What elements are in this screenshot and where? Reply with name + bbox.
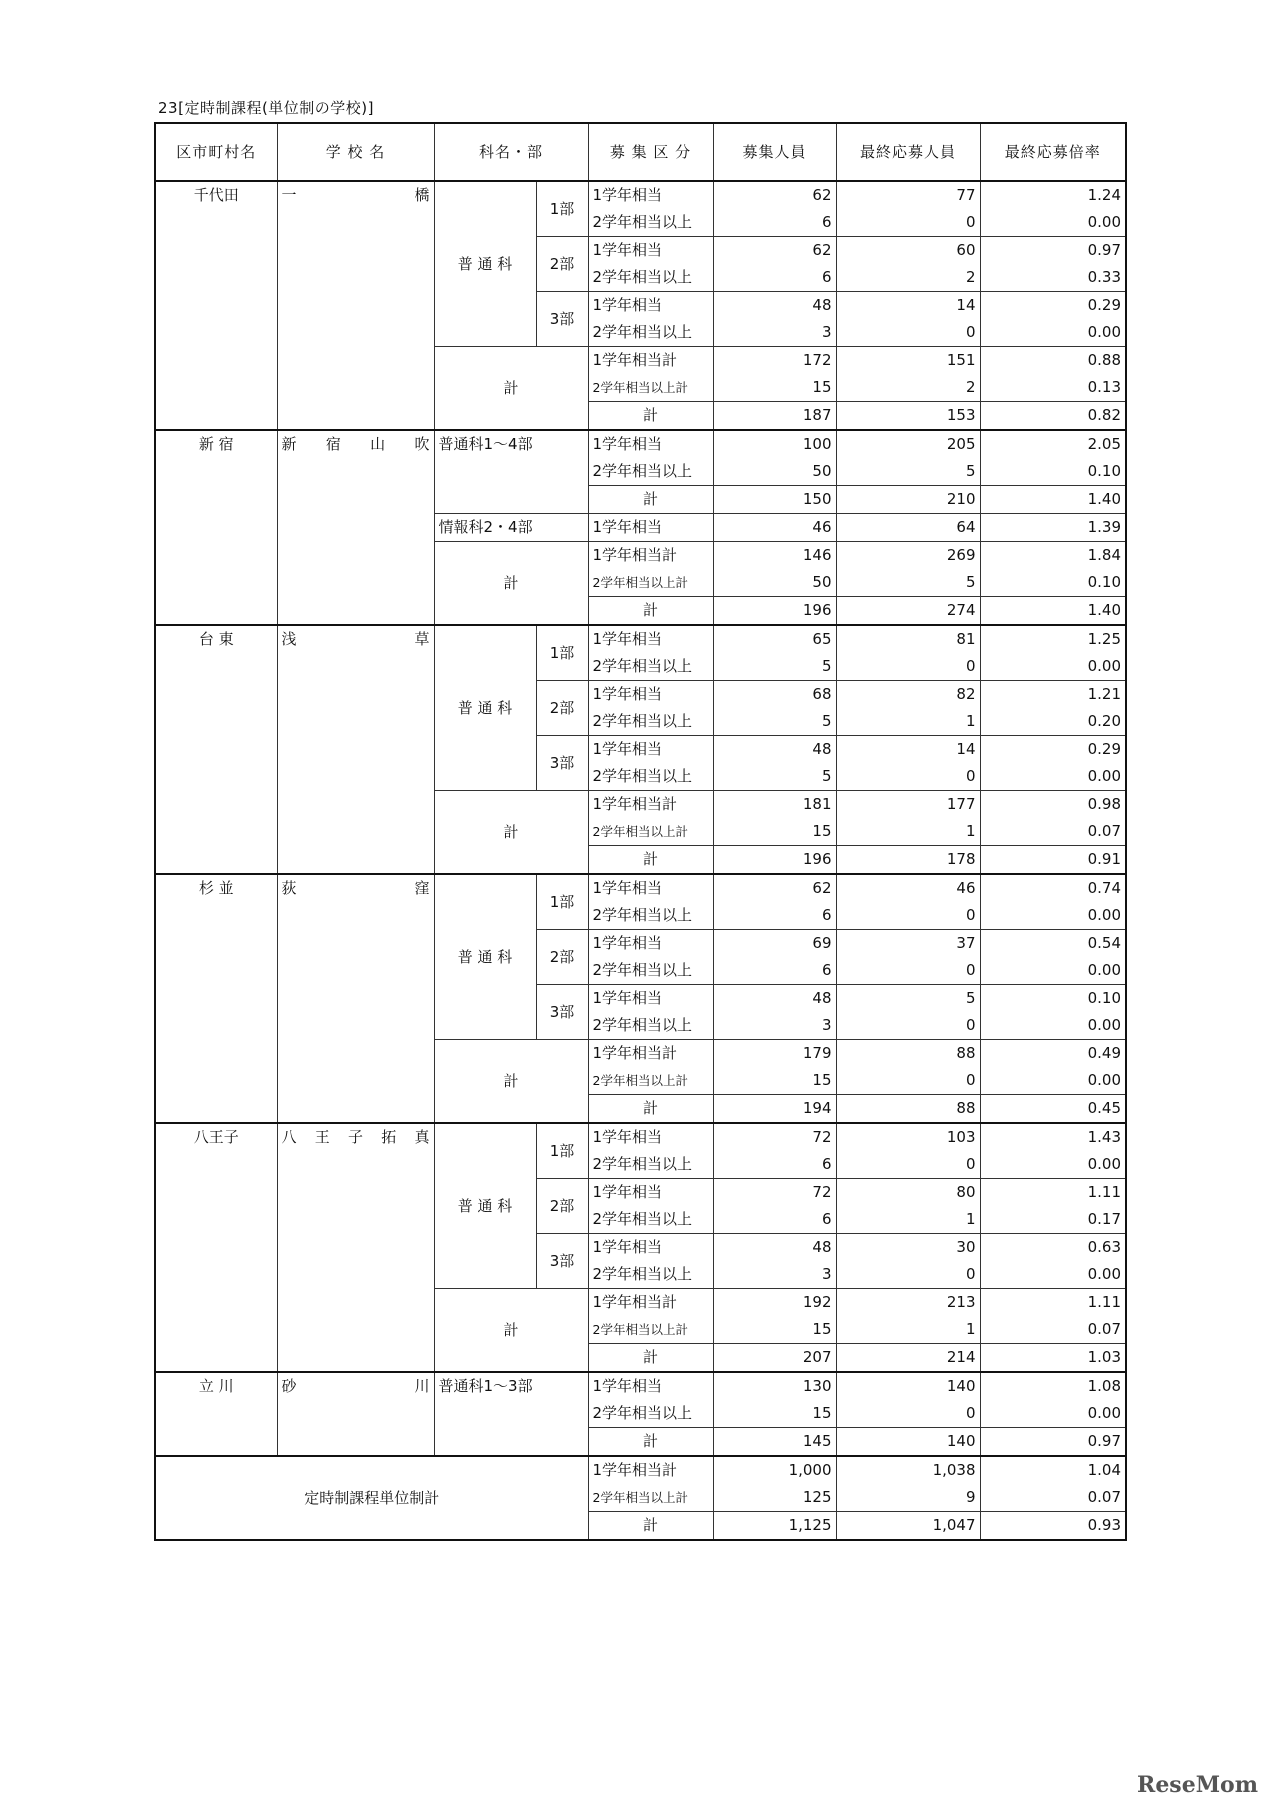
ratio-cell: 1.84 bbox=[980, 542, 1126, 570]
quota-cell: 6 bbox=[713, 902, 836, 930]
category-cell: 1学年相当計 bbox=[588, 1040, 713, 1068]
category-cell: 2学年相当以上計 bbox=[588, 1316, 713, 1344]
school-name-cell bbox=[277, 181, 434, 430]
document-title: 23[定時制課程(単位制の学校)] bbox=[158, 99, 374, 117]
quota-cell: 5 bbox=[713, 708, 836, 736]
dept-cell: 1部 bbox=[536, 874, 588, 930]
category-cell: 2学年相当以上 bbox=[588, 209, 713, 237]
dept-cell: 3部 bbox=[536, 292, 588, 347]
category-cell: 2学年相当以上 bbox=[588, 957, 713, 985]
quota-cell: 6 bbox=[713, 264, 836, 292]
applicants-cell: 0 bbox=[836, 1151, 980, 1179]
table-row bbox=[155, 430, 1126, 458]
applicants-cell: 60 bbox=[836, 237, 980, 265]
applicants-cell: 82 bbox=[836, 681, 980, 709]
applicants-cell: 0 bbox=[836, 319, 980, 347]
course-name-cell: 普 通 科 bbox=[434, 181, 536, 347]
quota-cell: 15 bbox=[713, 1400, 836, 1428]
ratio-cell: 0.45 bbox=[980, 1095, 1126, 1124]
dept-cell: 3部 bbox=[536, 736, 588, 791]
dept-cell: 2部 bbox=[536, 930, 588, 985]
ward-name-cell: 千代田 bbox=[155, 181, 277, 430]
ratio-cell: 0.10 bbox=[980, 985, 1126, 1013]
header-applicants: 最終応募人員 bbox=[836, 123, 980, 181]
category-cell: 2学年相当以上 bbox=[588, 264, 713, 292]
course-name-cell: 普通科1～4部 bbox=[434, 430, 588, 514]
category-cell: 1学年相当 bbox=[588, 1123, 713, 1151]
school-name bbox=[282, 875, 430, 902]
school-name-cell bbox=[277, 1372, 434, 1456]
subtotal-label-cell: 計 bbox=[434, 791, 588, 875]
school-name-char: 真 bbox=[414, 1128, 430, 1146]
category-cell: 2学年相当以上計 bbox=[588, 1484, 713, 1512]
ratio-cell: 0.00 bbox=[980, 1400, 1126, 1428]
ratio-cell: 0.29 bbox=[980, 292, 1126, 320]
school-name-char: 宿 bbox=[325, 435, 341, 453]
course-name-cell: 普 通 科 bbox=[434, 874, 536, 1040]
ward-name-cell: 八王子 bbox=[155, 1123, 277, 1372]
school-name bbox=[282, 431, 430, 458]
applicants-cell: 274 bbox=[836, 597, 980, 626]
ratio-cell: 0.00 bbox=[980, 1151, 1126, 1179]
applicants-cell: 153 bbox=[836, 402, 980, 431]
category-cell: 1学年相当 bbox=[588, 930, 713, 958]
category-cell: 1学年相当 bbox=[588, 681, 713, 709]
quota-cell: 146 bbox=[713, 542, 836, 570]
school-name-cell bbox=[277, 430, 434, 625]
dept-cell: 1部 bbox=[536, 1123, 588, 1179]
category-cell: 1学年相当計 bbox=[588, 347, 713, 375]
category-cell: 1学年相当 bbox=[588, 1179, 713, 1207]
quota-cell: 5 bbox=[713, 653, 836, 681]
ratio-cell: 1.40 bbox=[980, 597, 1126, 626]
quota-cell: 192 bbox=[713, 1289, 836, 1317]
table-row bbox=[155, 181, 1126, 209]
quota-cell: 15 bbox=[713, 1316, 836, 1344]
ratio-cell: 0.00 bbox=[980, 653, 1126, 681]
header-ratio: 最終応募倍率 bbox=[980, 123, 1126, 181]
category-cell: 2学年相当以上 bbox=[588, 1151, 713, 1179]
dept-cell: 2部 bbox=[536, 1179, 588, 1234]
quota-cell: 125 bbox=[713, 1484, 836, 1512]
applicants-cell: 5 bbox=[836, 458, 980, 486]
header-quota: 募集人員 bbox=[713, 123, 836, 181]
ratio-cell: 0.29 bbox=[980, 736, 1126, 764]
quota-cell: 62 bbox=[713, 181, 836, 209]
quota-cell: 69 bbox=[713, 930, 836, 958]
ratio-cell: 0.97 bbox=[980, 237, 1126, 265]
ratio-cell: 0.00 bbox=[980, 763, 1126, 791]
table-row bbox=[155, 1372, 1126, 1400]
quota-cell: 1,000 bbox=[713, 1456, 836, 1484]
ratio-cell: 0.91 bbox=[980, 846, 1126, 875]
applicants-cell: 269 bbox=[836, 542, 980, 570]
quota-cell: 172 bbox=[713, 347, 836, 375]
quota-cell: 3 bbox=[713, 1261, 836, 1289]
school-name-char: 砂 bbox=[281, 1377, 297, 1395]
quota-cell: 3 bbox=[713, 319, 836, 347]
ratio-cell: 0.07 bbox=[980, 1484, 1126, 1512]
applicants-cell: 210 bbox=[836, 486, 980, 514]
ward-name-cell: 台 東 bbox=[155, 625, 277, 874]
quota-cell: 194 bbox=[713, 1095, 836, 1124]
category-cell: 1学年相当 bbox=[588, 625, 713, 653]
category-cell: 計 bbox=[588, 402, 713, 431]
ratio-cell: 0.33 bbox=[980, 264, 1126, 292]
school-name-char: 吹 bbox=[414, 435, 430, 453]
ratio-cell: 0.00 bbox=[980, 1012, 1126, 1040]
dept-cell: 3部 bbox=[536, 985, 588, 1040]
dept-cell: 2部 bbox=[536, 237, 588, 292]
applicants-cell: 0 bbox=[836, 1400, 980, 1428]
school-name-char: 八 bbox=[281, 1128, 297, 1146]
category-cell: 1学年相当 bbox=[588, 736, 713, 764]
quota-cell: 15 bbox=[713, 1067, 836, 1095]
ratio-cell: 0.97 bbox=[980, 1428, 1126, 1457]
quota-cell: 46 bbox=[713, 514, 836, 542]
ratio-cell: 0.07 bbox=[980, 818, 1126, 846]
category-cell: 2学年相当以上 bbox=[588, 1261, 713, 1289]
category-cell: 2学年相当以上 bbox=[588, 1206, 713, 1234]
applicants-cell: 1,038 bbox=[836, 1456, 980, 1484]
category-cell: 2学年相当以上計 bbox=[588, 569, 713, 597]
category-cell: 計 bbox=[588, 597, 713, 626]
school-name-char: 拓 bbox=[381, 1128, 397, 1146]
header-row bbox=[155, 123, 1126, 181]
category-cell: 計 bbox=[588, 1095, 713, 1124]
ratio-cell: 1.08 bbox=[980, 1372, 1126, 1400]
applicants-cell: 1 bbox=[836, 1206, 980, 1234]
course-name-cell: 情報科2・4部 bbox=[434, 514, 588, 542]
ratio-cell: 1.11 bbox=[980, 1289, 1126, 1317]
subtotal-label-cell: 計 bbox=[434, 1289, 588, 1373]
applicants-cell: 1 bbox=[836, 708, 980, 736]
category-cell: 2学年相当以上計 bbox=[588, 374, 713, 402]
ratio-cell: 1.43 bbox=[980, 1123, 1126, 1151]
header-ward: 区市町村名 bbox=[155, 123, 277, 181]
quota-cell: 145 bbox=[713, 1428, 836, 1457]
category-cell: 計 bbox=[588, 1428, 713, 1457]
quota-cell: 48 bbox=[713, 1234, 836, 1262]
applicants-cell: 5 bbox=[836, 569, 980, 597]
school-name-cell bbox=[277, 874, 434, 1123]
ward-name-cell: 杉 並 bbox=[155, 874, 277, 1123]
category-cell: 2学年相当以上計 bbox=[588, 1067, 713, 1095]
enrollment-table bbox=[154, 122, 1127, 1541]
school-name-char: 子 bbox=[347, 1128, 363, 1146]
ratio-cell: 0.13 bbox=[980, 374, 1126, 402]
ratio-cell: 1.24 bbox=[980, 181, 1126, 209]
school-name-char: 浅 bbox=[281, 630, 297, 648]
applicants-cell: 140 bbox=[836, 1372, 980, 1400]
quota-cell: 65 bbox=[713, 625, 836, 653]
applicants-cell: 1,047 bbox=[836, 1512, 980, 1541]
school-name-char: 王 bbox=[314, 1128, 330, 1146]
quota-cell: 150 bbox=[713, 486, 836, 514]
ratio-cell: 1.11 bbox=[980, 1179, 1126, 1207]
ratio-cell: 1.39 bbox=[980, 514, 1126, 542]
applicants-cell: 0 bbox=[836, 1067, 980, 1095]
ratio-cell: 1.40 bbox=[980, 486, 1126, 514]
quota-cell: 15 bbox=[713, 374, 836, 402]
ratio-cell: 0.00 bbox=[980, 902, 1126, 930]
quota-cell: 48 bbox=[713, 292, 836, 320]
quota-cell: 15 bbox=[713, 818, 836, 846]
applicants-cell: 0 bbox=[836, 1261, 980, 1289]
category-cell: 1学年相当計 bbox=[588, 1289, 713, 1317]
quota-cell: 6 bbox=[713, 1206, 836, 1234]
ratio-cell: 0.88 bbox=[980, 347, 1126, 375]
course-name-cell: 普 通 科 bbox=[434, 1123, 536, 1289]
applicants-cell: 5 bbox=[836, 985, 980, 1013]
school-name-cell bbox=[277, 625, 434, 874]
applicants-cell: 14 bbox=[836, 736, 980, 764]
category-cell: 2学年相当以上 bbox=[588, 763, 713, 791]
category-cell: 1学年相当 bbox=[588, 292, 713, 320]
quota-cell: 196 bbox=[713, 597, 836, 626]
ratio-cell: 0.00 bbox=[980, 1261, 1126, 1289]
applicants-cell: 0 bbox=[836, 1012, 980, 1040]
quota-cell: 5 bbox=[713, 763, 836, 791]
category-cell: 2学年相当以上 bbox=[588, 319, 713, 347]
quota-cell: 179 bbox=[713, 1040, 836, 1068]
applicants-cell: 77 bbox=[836, 181, 980, 209]
dept-cell: 1部 bbox=[536, 625, 588, 681]
applicants-cell: 213 bbox=[836, 1289, 980, 1317]
ratio-cell: 0.00 bbox=[980, 1067, 1126, 1095]
category-cell: 計 bbox=[588, 1512, 713, 1541]
applicants-cell: 103 bbox=[836, 1123, 980, 1151]
ratio-cell: 0.00 bbox=[980, 209, 1126, 237]
ratio-cell: 0.00 bbox=[980, 957, 1126, 985]
school-name-cell bbox=[277, 1123, 434, 1372]
category-cell: 1学年相当 bbox=[588, 985, 713, 1013]
ward-name-cell: 立 川 bbox=[155, 1372, 277, 1456]
ratio-cell: 1.21 bbox=[980, 681, 1126, 709]
category-cell: 計 bbox=[588, 846, 713, 875]
ratio-cell: 0.07 bbox=[980, 1316, 1126, 1344]
school-name-char: 一 bbox=[281, 186, 297, 204]
grand-total-label-cell: 定時制課程単位制計 bbox=[155, 1456, 588, 1540]
applicants-cell: 0 bbox=[836, 957, 980, 985]
ratio-cell: 0.00 bbox=[980, 319, 1126, 347]
ratio-cell: 0.74 bbox=[980, 874, 1126, 902]
quota-cell: 196 bbox=[713, 846, 836, 875]
category-cell: 1学年相当 bbox=[588, 1234, 713, 1262]
quota-cell: 48 bbox=[713, 985, 836, 1013]
category-cell: 1学年相当 bbox=[588, 237, 713, 265]
ratio-cell: 0.20 bbox=[980, 708, 1126, 736]
quota-cell: 181 bbox=[713, 791, 836, 819]
category-cell: 1学年相当 bbox=[588, 1372, 713, 1400]
applicants-cell: 81 bbox=[836, 625, 980, 653]
quota-cell: 207 bbox=[713, 1344, 836, 1373]
applicants-cell: 0 bbox=[836, 209, 980, 237]
quota-cell: 6 bbox=[713, 957, 836, 985]
category-cell: 計 bbox=[588, 1344, 713, 1373]
applicants-cell: 177 bbox=[836, 791, 980, 819]
applicants-cell: 64 bbox=[836, 514, 980, 542]
quota-cell: 50 bbox=[713, 569, 836, 597]
applicants-cell: 46 bbox=[836, 874, 980, 902]
ratio-cell: 0.93 bbox=[980, 1512, 1126, 1541]
applicants-cell: 9 bbox=[836, 1484, 980, 1512]
quota-cell: 62 bbox=[713, 874, 836, 902]
school-name-char: 橋 bbox=[414, 186, 430, 204]
quota-cell: 100 bbox=[713, 430, 836, 458]
applicants-cell: 14 bbox=[836, 292, 980, 320]
quota-cell: 72 bbox=[713, 1179, 836, 1207]
subtotal-label-cell: 計 bbox=[434, 347, 588, 431]
ratio-cell: 0.17 bbox=[980, 1206, 1126, 1234]
category-cell: 2学年相当以上計 bbox=[588, 818, 713, 846]
school-name bbox=[282, 182, 430, 209]
applicants-cell: 205 bbox=[836, 430, 980, 458]
table-row bbox=[155, 1456, 1126, 1484]
applicants-cell: 30 bbox=[836, 1234, 980, 1262]
applicants-cell: 88 bbox=[836, 1095, 980, 1124]
school-name-char: 山 bbox=[370, 435, 386, 453]
applicants-cell: 1 bbox=[836, 818, 980, 846]
ratio-cell: 1.03 bbox=[980, 1344, 1126, 1373]
ward-name-cell: 新 宿 bbox=[155, 430, 277, 625]
school-name-char: 荻 bbox=[281, 879, 297, 897]
quota-cell: 62 bbox=[713, 237, 836, 265]
ratio-cell: 1.04 bbox=[980, 1456, 1126, 1484]
applicants-cell: 2 bbox=[836, 264, 980, 292]
category-cell: 1学年相当 bbox=[588, 181, 713, 209]
quota-cell: 3 bbox=[713, 1012, 836, 1040]
applicants-cell: 178 bbox=[836, 846, 980, 875]
school-name-char: 窪 bbox=[414, 879, 430, 897]
ratio-cell: 0.82 bbox=[980, 402, 1126, 431]
header-course: 科名・部 bbox=[434, 123, 588, 181]
dept-cell: 3部 bbox=[536, 1234, 588, 1289]
applicants-cell: 151 bbox=[836, 347, 980, 375]
category-cell: 1学年相当計 bbox=[588, 542, 713, 570]
category-cell: 2学年相当以上 bbox=[588, 902, 713, 930]
ratio-cell: 1.25 bbox=[980, 625, 1126, 653]
quota-cell: 1,125 bbox=[713, 1512, 836, 1541]
school-name bbox=[282, 1124, 430, 1151]
ratio-cell: 0.63 bbox=[980, 1234, 1126, 1262]
resemom-logo: ReseMom bbox=[1137, 1772, 1258, 1798]
category-cell: 1学年相当計 bbox=[588, 791, 713, 819]
applicants-cell: 0 bbox=[836, 902, 980, 930]
quota-cell: 68 bbox=[713, 681, 836, 709]
ratio-cell: 0.54 bbox=[980, 930, 1126, 958]
header-category: 募 集 区 分 bbox=[588, 123, 713, 181]
category-cell: 計 bbox=[588, 486, 713, 514]
category-cell: 2学年相当以上 bbox=[588, 708, 713, 736]
header-school: 学 校 名 bbox=[277, 123, 434, 181]
ratio-cell: 0.98 bbox=[980, 791, 1126, 819]
applicants-cell: 80 bbox=[836, 1179, 980, 1207]
category-cell: 1学年相当 bbox=[588, 430, 713, 458]
table-row bbox=[155, 625, 1126, 653]
quota-cell: 72 bbox=[713, 1123, 836, 1151]
applicants-cell: 214 bbox=[836, 1344, 980, 1373]
quota-cell: 48 bbox=[713, 736, 836, 764]
subtotal-label-cell: 計 bbox=[434, 1040, 588, 1124]
applicants-cell: 88 bbox=[836, 1040, 980, 1068]
category-cell: 2学年相当以上 bbox=[588, 458, 713, 486]
ratio-cell: 2.05 bbox=[980, 430, 1126, 458]
applicants-cell: 140 bbox=[836, 1428, 980, 1457]
quota-cell: 187 bbox=[713, 402, 836, 431]
table-row bbox=[155, 874, 1126, 902]
category-cell: 1学年相当 bbox=[588, 874, 713, 902]
quota-cell: 130 bbox=[713, 1372, 836, 1400]
subtotal-label-cell: 計 bbox=[434, 542, 588, 626]
category-cell: 1学年相当 bbox=[588, 514, 713, 542]
dept-cell: 2部 bbox=[536, 681, 588, 736]
applicants-cell: 0 bbox=[836, 653, 980, 681]
quota-cell: 6 bbox=[713, 209, 836, 237]
quota-cell: 50 bbox=[713, 458, 836, 486]
applicants-cell: 0 bbox=[836, 763, 980, 791]
ratio-cell: 0.10 bbox=[980, 458, 1126, 486]
category-cell: 1学年相当計 bbox=[588, 1456, 713, 1484]
category-cell: 2学年相当以上 bbox=[588, 1012, 713, 1040]
category-cell: 2学年相当以上 bbox=[588, 653, 713, 681]
table-row bbox=[155, 1123, 1126, 1151]
applicants-cell: 1 bbox=[836, 1316, 980, 1344]
course-name-cell: 普通科1～3部 bbox=[434, 1372, 588, 1456]
dept-cell: 1部 bbox=[536, 181, 588, 237]
table-body bbox=[155, 181, 1126, 1540]
ratio-cell: 0.10 bbox=[980, 569, 1126, 597]
school-name-char: 新 bbox=[281, 435, 297, 453]
school-name bbox=[282, 626, 430, 653]
school-name-char: 川 bbox=[414, 1377, 430, 1395]
course-name-cell: 普 通 科 bbox=[434, 625, 536, 791]
school-name bbox=[282, 1373, 430, 1400]
applicants-cell: 37 bbox=[836, 930, 980, 958]
school-name-char: 草 bbox=[414, 630, 430, 648]
ratio-cell: 0.49 bbox=[980, 1040, 1126, 1068]
category-cell: 2学年相当以上 bbox=[588, 1400, 713, 1428]
applicants-cell: 2 bbox=[836, 374, 980, 402]
quota-cell: 6 bbox=[713, 1151, 836, 1179]
